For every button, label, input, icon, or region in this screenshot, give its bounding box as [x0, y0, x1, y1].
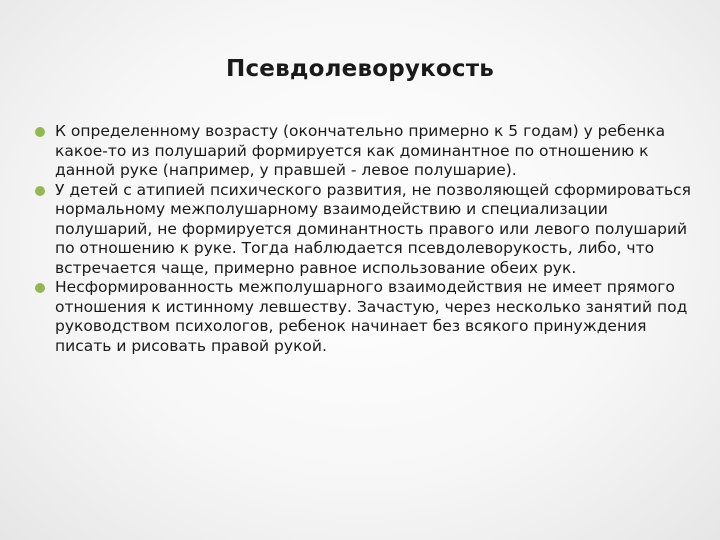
bullet-item	[34, 181, 694, 279]
bullet-text: К определенному возрасту (окончательно примерно к 5 годам) у ребенка какое-то из полушарий формируется как доминантное по отношению к данной руке (например, у правшей - левое полушарие).	[55, 122, 666, 179]
slide-title: Псевдолеворукость	[226, 56, 494, 82]
bullet-text: У детей с атипией психического развития, не позволяющей сформироваться нормальному межполушарному взаимодействию и специализации полушарий, не формируется доминантность правого или левого полушарий по отношению к руке. Тогда наблюдается псевдолеворукость, либо, что встречается чаще, примерно равное использование обеих рук.	[55, 180, 691, 277]
bullet-list	[34, 122, 694, 356]
bullet-item	[34, 122, 694, 181]
bullet-item	[34, 278, 694, 356]
bullet-dot-icon	[35, 283, 45, 293]
bullet-dot-icon	[35, 186, 45, 196]
bullet-dot-icon	[35, 127, 45, 137]
bullet-text: Несформированность межполушарного взаимодействия не имеет прямого отношения к истинному левшеству. Зачастую, через несколько занятий под руководством психологов, ребенок начинает без всякого принуждения писать и рисовать правой рукой.	[55, 278, 688, 355]
